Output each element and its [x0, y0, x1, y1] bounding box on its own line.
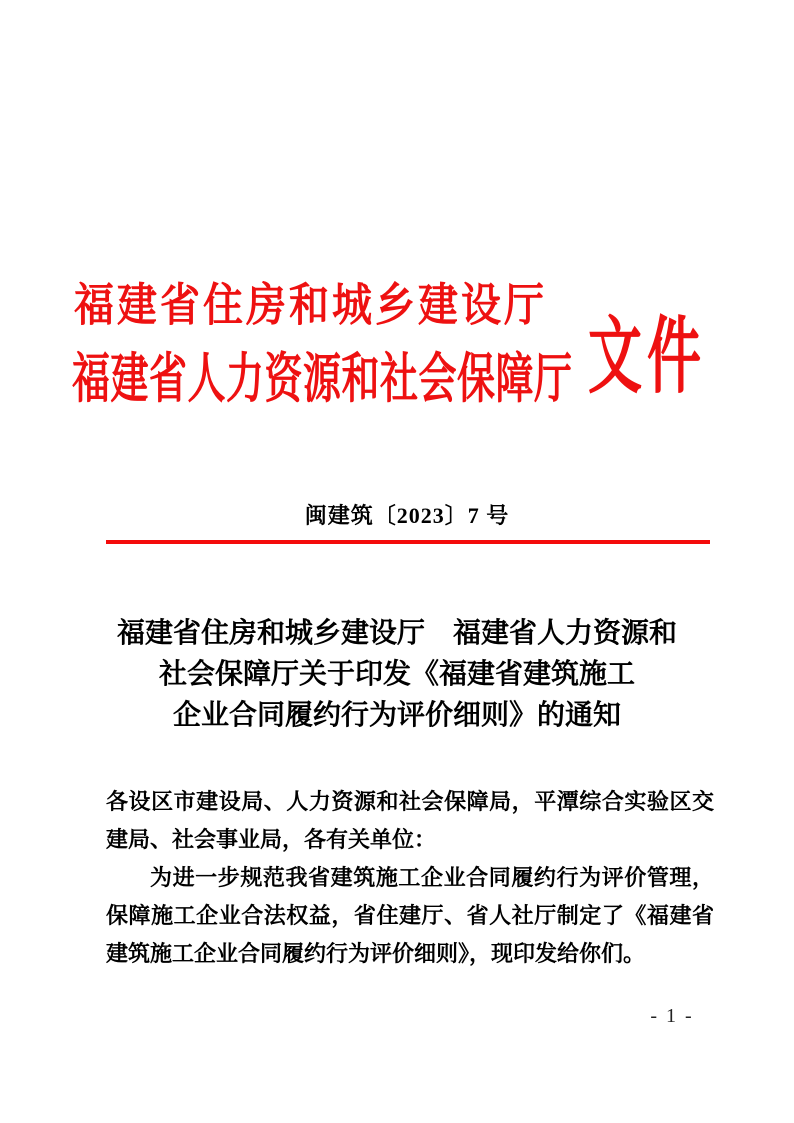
reference-number: 闽建筑〔2023〕7 号 — [304, 503, 510, 528]
red-divider-line — [106, 540, 710, 544]
agency-name-human-resources: 福建省人力资源和社会保障厅 — [72, 350, 573, 410]
salutation-paragraph: 各设区市建设局、人力资源和社会保障局，平潭综合实验区交建局、社会事业局，各有关单位： — [106, 789, 714, 852]
doc-type-label: 文件 — [588, 310, 706, 404]
title-line-3: 企业合同履约行为评价细则》的通知 — [172, 699, 621, 730]
document-body — [106, 783, 714, 973]
title-line-2: 社会保障厅关于印发《福建省建筑施工 — [158, 658, 635, 689]
document-title — [60, 612, 734, 735]
body-paragraph: 为进一步规范我省建筑施工企业合同履约行为评价管理，保障施工企业合法权益，省住建厅、省人社厅制定了《福建省建筑施工企业合同履约行为评价细则》，现印发给你们。 — [106, 865, 714, 966]
agency-name-housing: 福建省住房和城乡建设厅 — [74, 280, 547, 331]
page-number: - 1 - — [650, 1005, 694, 1027]
title-line-1: 福建省住房和城乡建设厅 福建省人力资源和 — [116, 617, 677, 648]
